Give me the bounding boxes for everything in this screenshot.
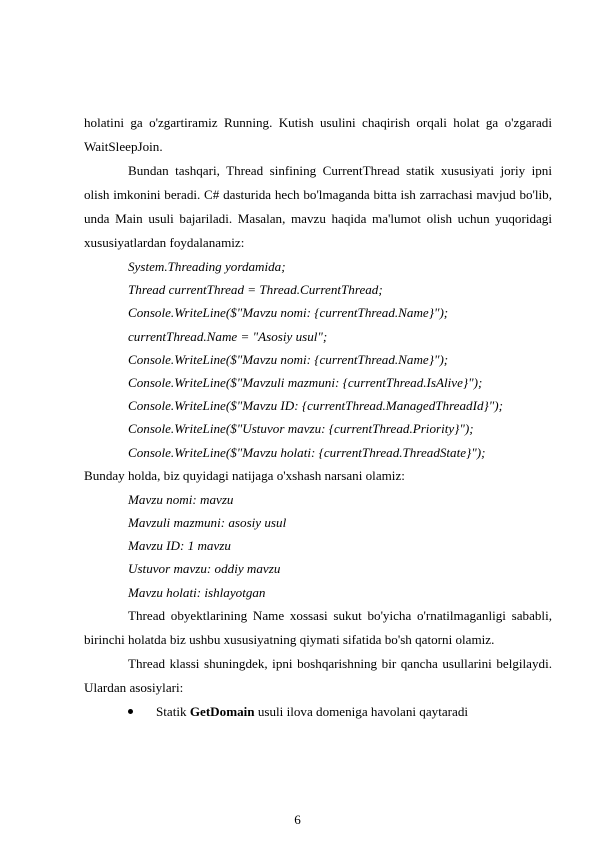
list-item-prefix: Statik bbox=[156, 703, 190, 719]
code-line: currentThread.Name = "Asosiy usul"; bbox=[128, 328, 328, 344]
output-line: Mavzu holati: ishlayotgan bbox=[128, 584, 266, 600]
output-block bbox=[84, 488, 552, 604]
code-line: Console.WriteLine($"Mavzu ID: {currentThread.ManagedThreadId}"); bbox=[128, 398, 503, 414]
code-line: Console.WriteLine($"Ustuvor mavzu: {currentThread.Priority}"); bbox=[128, 421, 474, 437]
paragraph-line: holatini ga o'zgartiramiz Running. Kutish usulini chaqirish orqali holat ga o'zgaradi bbox=[84, 115, 552, 130]
paragraph: Bunday holda, biz quyidagi natijaga o'xshash narsani olamiz: bbox=[84, 467, 405, 483]
code-line: Console.WriteLine($"Mavzu holati: {currentThread.ThreadState}"); bbox=[128, 444, 486, 460]
output-line: Ustuvor mavzu: oddiy mavzu bbox=[128, 561, 281, 577]
code-line: Console.WriteLine($"Mavzu nomi: {currentThread.Name}"); bbox=[128, 351, 449, 367]
code-line: Console.WriteLine($"Mavzuli mazmuni: {currentThread.IsAlive}"); bbox=[128, 375, 483, 391]
list-item-keyword: GetDomain bbox=[189, 703, 255, 719]
bullet-icon bbox=[128, 709, 133, 714]
code-line: System.Threading yordamida; bbox=[128, 259, 286, 274]
output-line: Mavzu ID: 1 mavzu bbox=[128, 538, 231, 554]
paragraph: Thread obyektlarining Name xossasi sukut bo'yicha o'rnatilmaganligi sababli, birinchi holatda biz ushbu xususiyatning qiymati sifatida bo'sh qatorni olamiz. bbox=[84, 607, 552, 647]
page-number: 6 bbox=[294, 812, 301, 827]
output-line: Mavzu nomi: mavzu bbox=[128, 491, 234, 507]
code-line: Console.WriteLine($"Mavzu nomi: {currentThread.Name}"); bbox=[128, 305, 449, 321]
code-line: Thread currentThread = Thread.CurrentThread; bbox=[128, 282, 383, 298]
list-item bbox=[84, 700, 552, 724]
paragraph: Thread klassi shuningdek, ipni boshqarishning bir qancha usullarini belgilaydi. Ulardan asosiylari: bbox=[84, 655, 552, 695]
code-block bbox=[84, 255, 552, 464]
output-line: Mavzuli mazmuni: asosiy usul bbox=[128, 515, 287, 531]
paragraph: Bundan tashqari, Thread sinfining CurrentThread statik xususiyati joriy ipni olish imkonini beradi. C# dasturida hech bo'lmaganda bitta ish zarrachasi mavjud bo'lib, unda Main usuli bajariladi. Masalan, mavzu haqida ma'lumot olish uchun yuqoridagi xususiyatlardan foydalanamiz: bbox=[84, 163, 552, 250]
list-item-suffix: usuli ilova domeniga havolani qaytaradi bbox=[254, 703, 469, 719]
document-body bbox=[84, 111, 552, 724]
paragraph-line: WaitSleepJoin. bbox=[84, 139, 163, 154]
